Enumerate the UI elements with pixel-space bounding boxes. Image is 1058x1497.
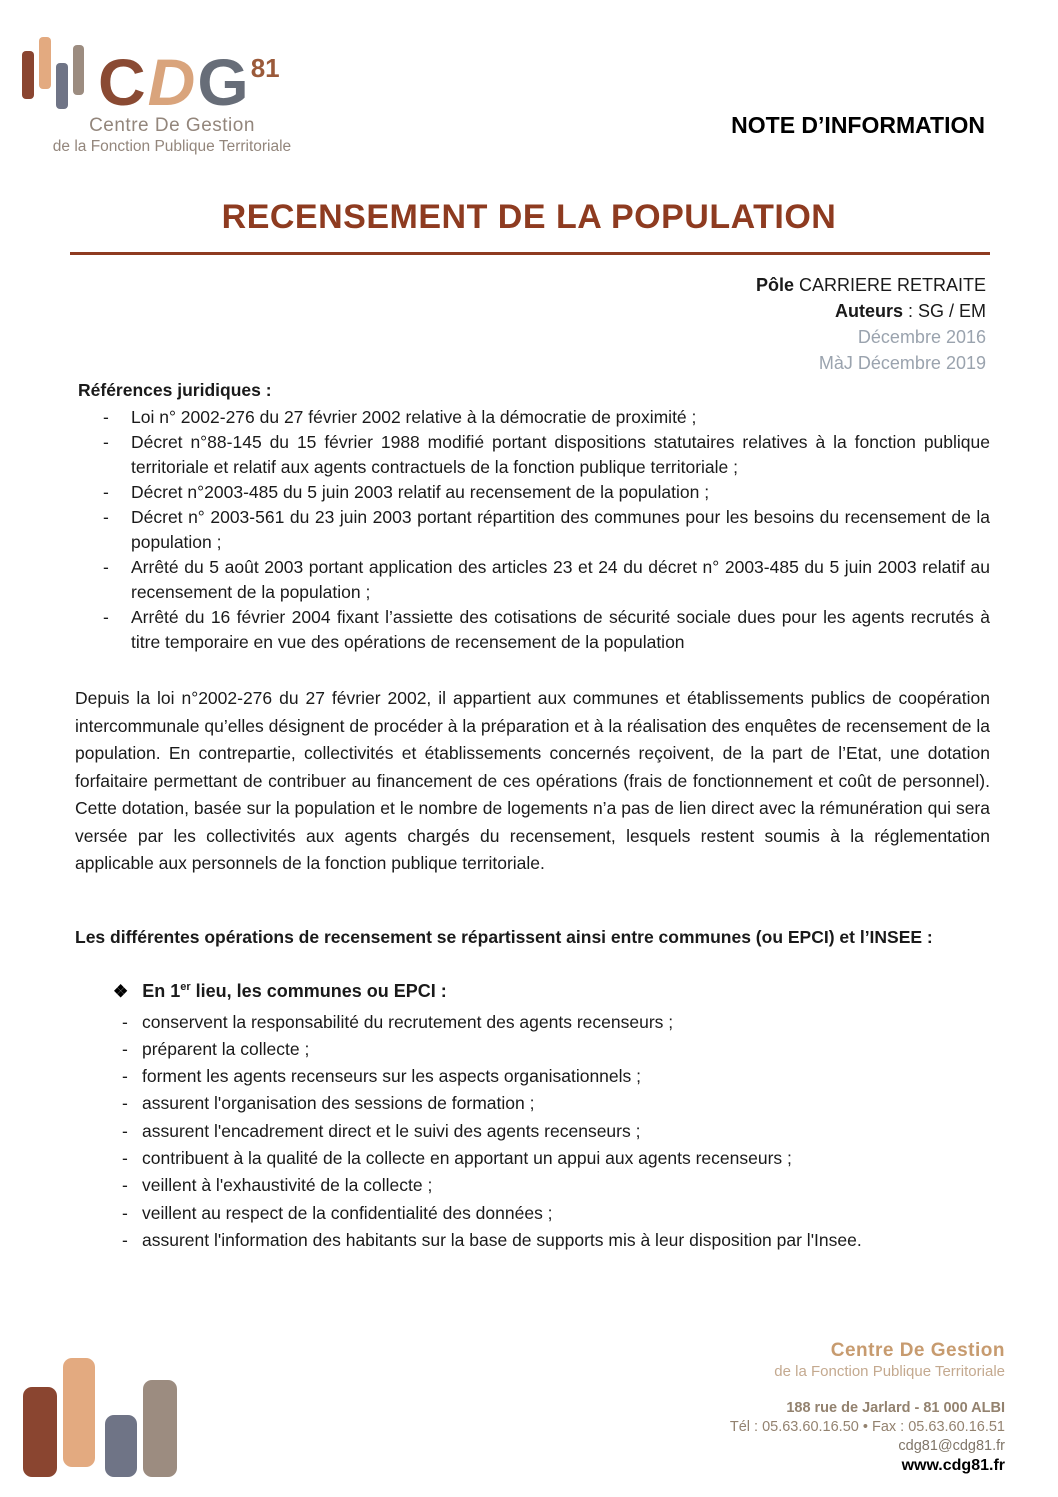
reference-item: [75, 480, 990, 505]
dash-marker: -: [103, 607, 109, 627]
first-block-sup: er: [180, 980, 191, 993]
pole-label: Pôle: [755, 275, 794, 295]
reference-item: [75, 605, 990, 655]
dash-marker: -: [103, 482, 109, 502]
document-body: [75, 380, 990, 1254]
footer-bars-icon: [23, 1357, 183, 1477]
communes-text: veillent au respect de la confidentialité des données ;: [142, 1202, 553, 1223]
intro-paragraph: Depuis la loi n°2002-276 du 27 février 2002, il appartient aux communes et établissements publics de coopération intercommunale qu’elles désignent de procéder à la préparation et à la réalisation des enquêtes de recensement de la population. En contrepartie, collectivités et établissements concernés reçoivent, de la part de l’Etat, une dotation forfaitaire permettant de contribuer au financement de ces opérations (frais de fonctionnement et coût de personnel). Cette dotation, basée sur la population et le nombre de logements n’a pas de lien direct avec la rémunération qui sera versée par les collectivités aux agents chargés du recensement, lesquels restent soumis à la réglementation applicable aux personnels de la fonction publique territoriale.: [75, 688, 990, 873]
authors-label: Auteurs: [834, 301, 903, 321]
communes-item: [75, 1090, 990, 1117]
logo-subtitle: [22, 115, 322, 156]
footer-tel-fax: Tél : 05.63.60.16.50 • Fax : 05.63.60.16.51: [729, 1419, 1005, 1435]
logo-bar-taupe: [73, 45, 84, 95]
cdg81-logo: [22, 33, 322, 156]
authors-value: : SG / EM: [907, 301, 986, 321]
dash-marker: -: [122, 1120, 128, 1141]
communes-item: [75, 1063, 990, 1090]
footer-email[interactable]: cdg81@cdg81.fr: [898, 1438, 1005, 1454]
dash-marker: -: [103, 432, 109, 452]
communes-item: [75, 1009, 990, 1036]
reference-item: [75, 505, 990, 555]
dash-marker: -: [103, 557, 109, 577]
communes-text: assurent l'information des habitants sur la base de supports mis à leur disposition par l'Insee.: [142, 1229, 862, 1250]
dash-marker: -: [122, 1229, 128, 1250]
footer-org-subtitle: de la Fonction Publique Territoriale: [774, 1363, 1005, 1380]
dash-marker: -: [122, 1175, 128, 1196]
footer-bar-slate: [105, 1415, 137, 1477]
meta-block: [756, 272, 986, 376]
logo-bars-icon: [22, 33, 90, 113]
logo-bar-slate: [56, 63, 68, 109]
communes-text: conservent la responsabilité du recrutement des agents recenseurs ;: [142, 1011, 674, 1032]
communes-item: [75, 1227, 990, 1254]
communes-text: veillent à l'exhaustivité de la collecte ;: [142, 1175, 433, 1196]
logo-letter-c: C: [98, 45, 148, 119]
footer-bar-tan: [63, 1358, 95, 1467]
logo-bar-tan: [39, 37, 51, 89]
section-heading: Les différentes opérations de recensement se répartissent ainsi entre communes (ou EPCI) et l’INSEE :: [75, 926, 933, 947]
first-block-suffix: lieu, les communes ou EPCI :: [190, 980, 447, 1001]
meta-pole: [756, 272, 986, 298]
communes-item: [75, 1172, 990, 1199]
reference-item: [75, 555, 990, 605]
meta-date2: MàJ Décembre 2019: [818, 353, 986, 373]
dash-marker: -: [122, 1011, 128, 1032]
logo-org-line2: de la Fonction Publique Territoriale: [52, 138, 292, 155]
footer-contact-block: [730, 1340, 1005, 1475]
reference-text: Décret n° 2003-561 du 23 juin 2003 portant répartition des communes pour les besoins du recensement de la population ;: [131, 507, 990, 552]
reference-text: Arrêté du 5 août 2003 portant application des articles 23 et 24 du décret n° 2003-485 du 5 juin 2003 relatif au recensement de la population ;: [131, 557, 990, 602]
communes-text: forment les agents recenseurs sur les aspects organisationnels ;: [142, 1066, 642, 1087]
dash-marker: -: [103, 407, 109, 427]
references-heading: Références juridiques :: [78, 380, 272, 400]
pole-value: CARRIERE RETRAITE: [798, 275, 986, 295]
dash-marker: -: [103, 507, 109, 527]
reference-item: [75, 430, 990, 480]
doc-type-heading: NOTE D’INFORMATION: [731, 112, 985, 138]
reference-item: [75, 405, 990, 430]
communes-item: [75, 1118, 990, 1145]
reference-text: Décret n°2003-485 du 5 juin 2003 relatif au recensement de la population ;: [131, 482, 710, 502]
reference-text: Décret n°88-145 du 15 février 1988 modifié portant dispositions statutaires relatives à la fonction publique territoriale et relatif aux agents contractuels de la fonction publique territoriale ;: [131, 432, 990, 477]
communes-item: [75, 1200, 990, 1227]
page-title: RECENSEMENT DE LA POPULATION: [221, 198, 837, 236]
communes-list: [75, 1009, 990, 1255]
first-block-prefix: En 1: [142, 980, 181, 1001]
title-rule: [70, 252, 990, 255]
footer-address: 188 rue de Jarlard - 81 000 ALBI: [786, 1400, 1005, 1416]
dash-marker: -: [122, 1147, 128, 1168]
dash-marker: -: [122, 1038, 128, 1059]
logo-letter-g: G: [197, 45, 251, 119]
diamond-bullet-icon: ❖: [113, 981, 129, 1001]
logo-bar-brown: [22, 51, 34, 99]
dash-marker: -: [122, 1066, 128, 1087]
footer-org-name: Centre De Gestion: [830, 1340, 1005, 1361]
footer-bar-brown: [23, 1387, 57, 1477]
communes-text: préparent la collecte ;: [142, 1038, 310, 1059]
communes-item: [75, 1036, 990, 1063]
logo-acronym: [98, 33, 280, 117]
logo-letter-d: D: [147, 45, 198, 119]
footer-website-link[interactable]: www.cdg81.fr: [901, 1457, 1005, 1474]
reference-text: Arrêté du 16 février 2004 fixant l’assiette des cotisations de sécurité sociale dues pour les agents recrutés à titre temporaire en vue des opérations de recensement de la population: [131, 607, 990, 652]
footer-bar-taupe: [143, 1380, 177, 1477]
reference-text: Loi n° 2002-276 du 27 février 2002 relative à la démocratie de proximité ;: [131, 407, 697, 427]
logo-org-line1: Centre De Gestion: [89, 115, 255, 136]
communes-text: contribuent à la qualité de la collecte en apportant un appui aux agents recenseurs ;: [142, 1147, 792, 1168]
communes-text: assurent l'organisation des sessions de formation ;: [142, 1093, 535, 1114]
dash-marker: -: [122, 1202, 128, 1223]
communes-text: assurent l'encadrement direct et le suivi des agents recenseurs ;: [142, 1120, 641, 1141]
meta-date1: Décembre 2016: [857, 327, 986, 347]
logo-row: [22, 33, 322, 117]
dash-marker: -: [122, 1093, 128, 1114]
communes-item: [75, 1145, 990, 1172]
first-block-heading: [113, 981, 990, 1002]
logo-sup-81: 81: [250, 53, 280, 83]
references-list: [75, 405, 990, 655]
meta-authors: [756, 298, 986, 324]
